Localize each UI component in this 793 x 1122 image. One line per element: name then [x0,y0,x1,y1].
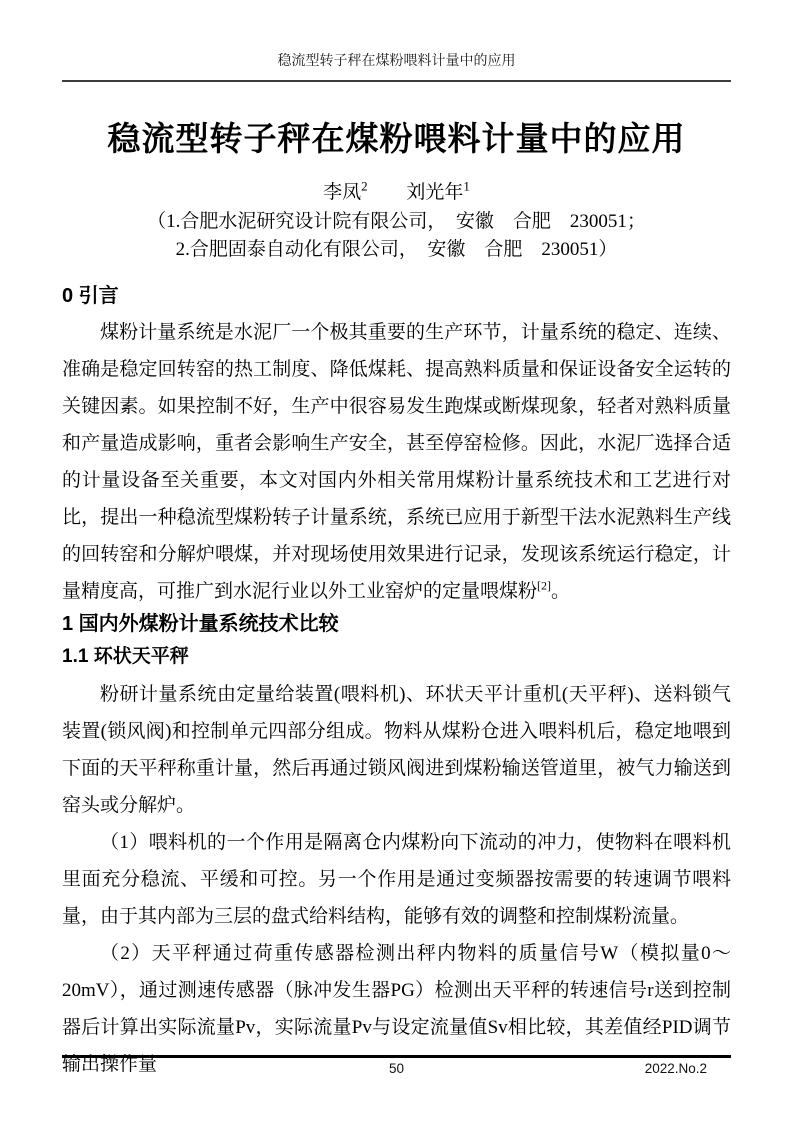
paragraph-system-overview: 粉研计量系统由定量给装置(喂料机)、环状天平计重机(天平秤)、送料锁气装置(锁风阀)和控制单元四部分组成。物料从煤粉仓进入喂料机后，稳定地喂到下面的天平秤称重计量，然后再通过锁风阀进到煤粉输送管道里，被气力输送到窑头或分解炉。 [62,684,731,816]
paragraph-introduction [62,314,731,610]
paragraph-feeder-function: （1）喂料机的一个作用是隔离仓内煤粉向下流动的冲力，使物料在喂料机里面充分稳流、平缓和可控。另一个作用是通过变频器按需要的转速调节喂料量，由于其内部为三层的盘式给料结构，能够有效的调整和控制煤粉流量。 [62,832,731,927]
paragraph-introduction-tail: 。 [551,581,571,602]
paragraph-balance-scale-measurement: （2）天平秤通过荷重传感器检测出秤内物料的质量信号W（模拟量0～20mV），通过测速传感器（脉冲发生器PG）检测出天平秤的转速信号r送到控制器后计算出实际流量Pv，实际流量Pv与设定流量值Sv相比较，其差值经PID调节输出操作量 [62,943,731,1075]
footer-row [62,1058,731,1080]
running-head: 稳流型转子秤在煤粉喂料计量中的应用 [277,54,516,69]
issue-label: 2022.No.2 [644,1061,707,1076]
author-1 [323,178,368,203]
paper-title: 稳流型转子秤在煤粉喂料计量中的应用 [107,120,686,157]
subsection-heading-ring-balance-scale: 1.1 环状天平秤 [62,646,189,667]
paragraph-introduction-text: 煤粉计量系统是水泥厂一个极其重要的生产环节，计量系统的稳定、连续、准确是稳定回转窑的热工制度、降低煤耗、提高熟料质量和保证设备安全运转的关键因素。如果控制不好，生产中很容易发生跑煤或断煤现象，轻者对熟料质量和产量造成影响，重者会影响生产安全，甚至停窑检修。因此，水泥厂选择合适的计量设备至关重要，本文对国内外相关常用煤粉计量系统技术和工艺进行对比，提出一种稳流型煤粉转子计量系统，系统已应用于新型干法水泥熟料生产线的回转窑和分解炉喂煤，并对现场使用效果进行记录，发现该系统运行稳定，计量精度高，可推广到水泥行业以外工业窑炉的定量喂煤粉 [62,322,731,602]
author-2 [406,178,470,203]
section-heading-comparison: 1 国内外煤粉计量系统技术比较 [62,613,339,635]
affiliation-line-2: 2.合肥固泰自动化有限公司， 安徽 合肥 230051） [175,239,618,260]
affiliation-line-1: （1.合肥水泥研究设计院有限公司， 安徽 合肥 230051； [147,211,646,232]
page-footer [62,1055,731,1080]
author-2-superscript: 1 [463,178,470,194]
author-1-name: 李凤 [323,182,362,203]
author-1-superscript: 2 [361,178,368,194]
citation-ref-2: [2] [537,578,552,593]
author-2-name: 刘光年 [406,182,464,203]
section-heading-introduction: 0 引言 [62,285,119,307]
authors-line [62,180,731,206]
page-number: 50 [388,1061,405,1076]
header-rule [62,80,731,82]
